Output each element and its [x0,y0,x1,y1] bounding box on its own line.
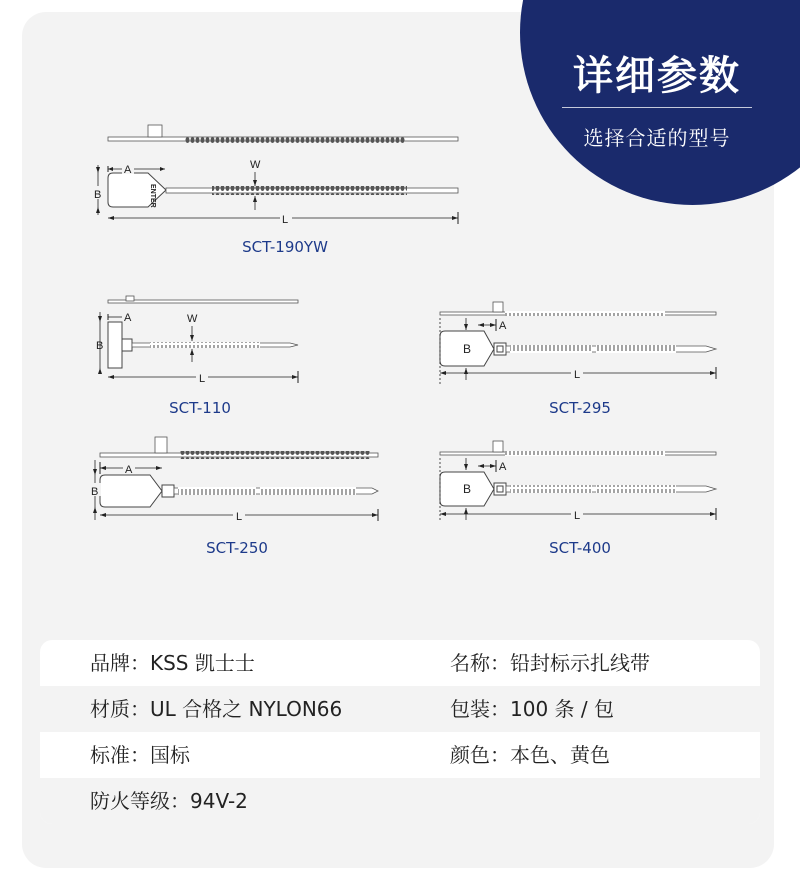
spec-name: 名称：铅封标示扎线带 [450,651,650,675]
dim-b: B [463,482,472,496]
dim-l: L [574,510,581,522]
model-label-sct-295: SCT-295 [549,399,611,417]
spec-row [40,640,760,686]
dim-a: A [499,320,507,332]
spec-packaging: 包装：100 条 / 包 [450,697,614,721]
spec-standard: 标准：国标 [90,743,190,767]
spec-brand: 品牌：KSS 凯士士 [90,651,255,675]
model-label-sct-110: SCT-110 [169,399,231,417]
model-label-sct-400: SCT-400 [549,539,611,557]
dim-w: W [187,313,198,325]
model-label-sct-250: SCT-250 [206,539,268,557]
page-title: 详细参数 [573,53,741,99]
spec-fire-rating: 防火等级：94V-2 [90,789,248,813]
dim-b: B [96,340,104,352]
dim-a: A [499,461,507,473]
dim-a: A [124,164,132,176]
dim-b: B [463,342,472,356]
dim-l: L [574,369,581,381]
spec-material: 材质：UL 合格之 NYLON66 [90,697,343,721]
dim-l: L [199,373,206,385]
spec-row [40,732,760,778]
dim-l: L [236,511,243,523]
dim-b: B [91,486,99,498]
page-subtitle: 选择合适的型号 [583,126,731,150]
dim-w: W [250,159,261,171]
spec-row [40,778,760,824]
drawing-sct-295 [440,302,716,384]
dim-l: L [282,214,289,226]
dim-a: A [125,464,133,476]
model-label-sct-190yw: SCT-190YW [242,238,328,256]
spec-color: 颜色：本色、黄色 [450,743,610,767]
drawing-sct-400 [440,441,716,522]
drawing-sct-190yw [92,125,458,226]
tag-text: ENTER [149,184,156,208]
spec-table [40,640,760,824]
drawing-sct-110 [96,296,298,385]
spec-row [40,686,760,732]
dim-a: A [124,312,132,324]
dim-b: B [94,189,102,201]
drawing-sct-250 [89,437,378,523]
